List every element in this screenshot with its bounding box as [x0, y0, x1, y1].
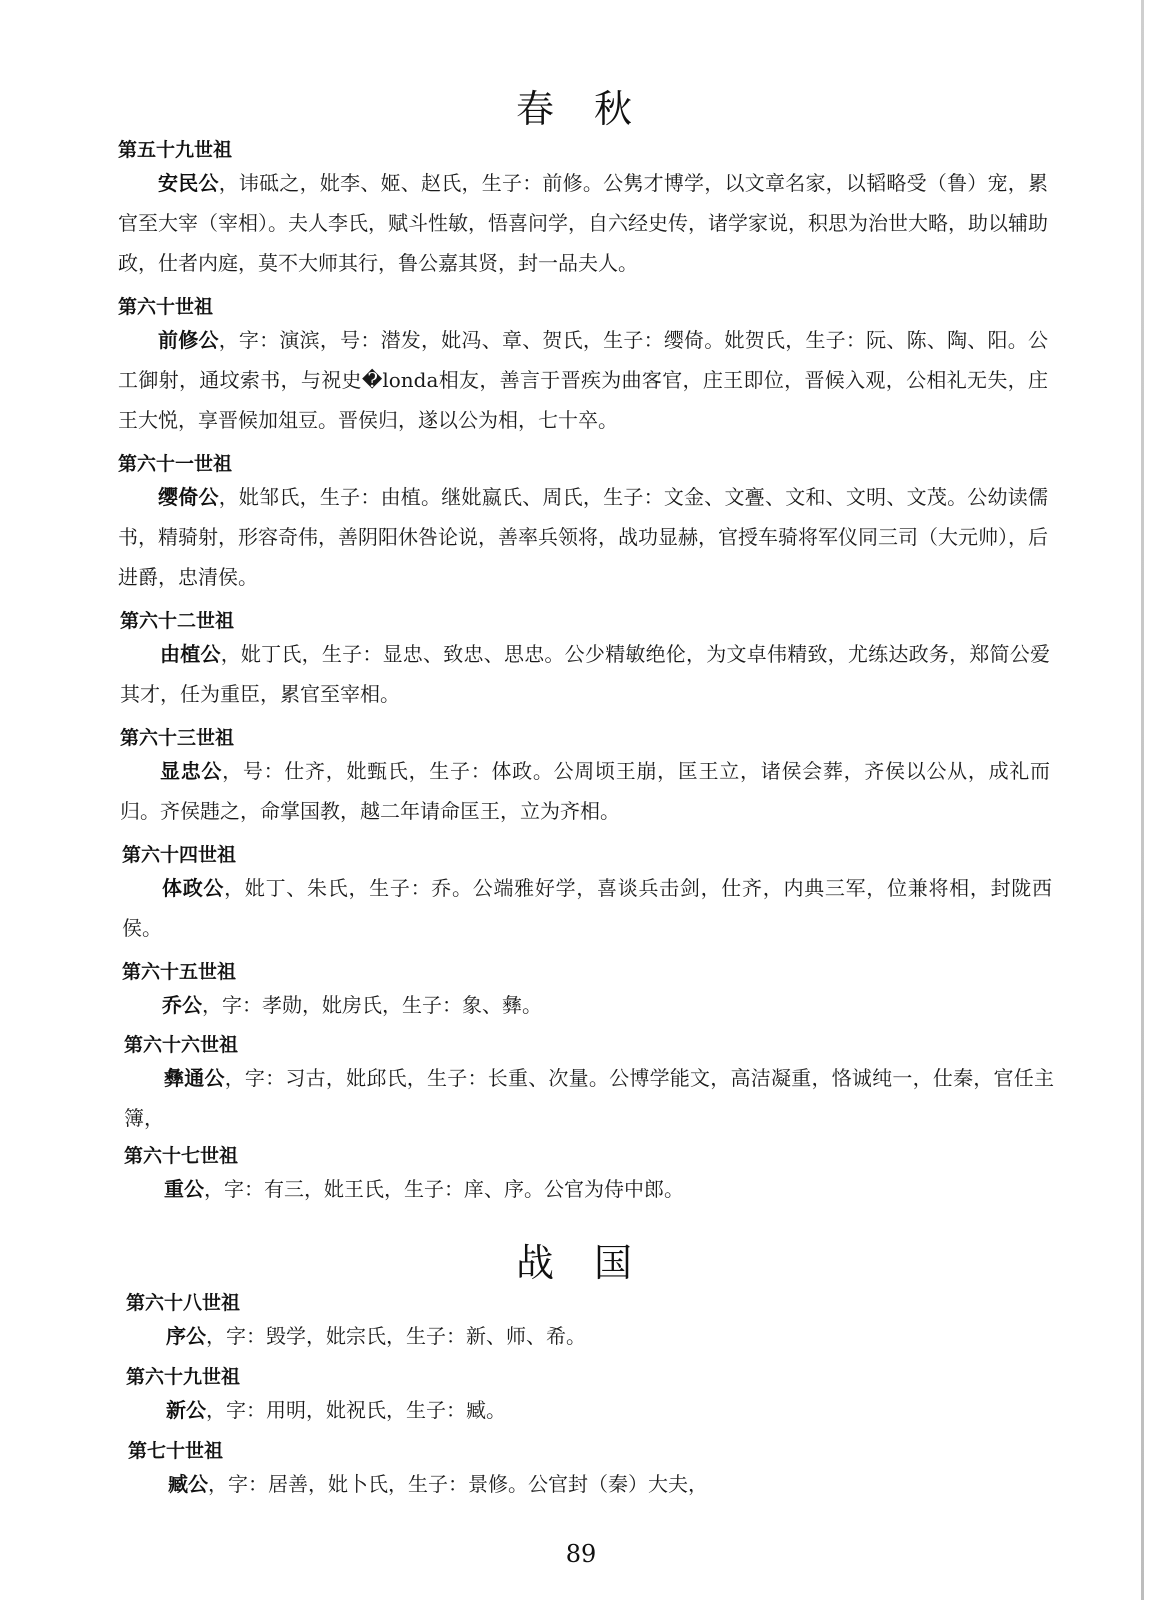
ancestor-name: 显忠公	[160, 759, 223, 783]
entry-text: ，妣丁氏，生子：显忠、致忠、思忠。公少精敏绝伦，为文卓伟精致，尤练达政务，郑简公爱其才，任为重臣，累官至宰相。	[120, 642, 1051, 706]
entry-paragraph	[128, 1464, 1058, 1504]
generation-heading: 第六十九世祖	[126, 1366, 241, 1388]
ancestor-name: 乔公	[162, 993, 202, 1017]
entry-text: ，妣邹氏，生子：由植。继妣嬴氏、周氏，生子：文金、文亹、文和、文明、文茂。公幼读儒书，精骑射，形容奇伟，善阴阳休咎论说，善率兵领将，战功显赫，官授车骑将军仪同三司（大元帅），后进爵，忠清侯。	[118, 485, 1049, 589]
generation-heading: 第七十世祖	[128, 1440, 224, 1462]
ancestor-name: 重公	[164, 1177, 204, 1201]
entry-paragraph	[126, 1390, 1056, 1430]
ancestor-name: 由植公	[160, 642, 221, 666]
entry-paragraph	[122, 985, 1052, 1025]
entry-paragraph	[118, 477, 1048, 597]
page-number: 89	[565, 1540, 597, 1568]
ancestor-name: 新公	[166, 1398, 206, 1422]
ancestor-name: 彝通公	[164, 1066, 225, 1090]
entry-paragraph	[126, 1316, 1056, 1356]
entry-paragraph	[124, 1169, 1054, 1209]
entry-paragraph	[122, 868, 1052, 948]
generation-heading: 第六十世祖	[118, 296, 214, 318]
entry-paragraph	[120, 751, 1050, 831]
ancestor-name: 安民公	[158, 171, 219, 195]
entry-text: ，字：用明，妣祝氏，生子：臧。	[206, 1398, 506, 1422]
section-title-zhanguo: 战 国	[515, 1241, 647, 1285]
entry-text: ，妣丁、朱氏，生子：乔。公端雅好学，喜谈兵击剑，仕齐，内典三军，位兼将相，封陇西侯。	[122, 876, 1053, 940]
entry-text: ，讳砥之，妣李、姬、赵氏，生子：前修。公隽才博学，以文章名家，以韬略受（鲁）宠，累官至大宰（宰相）。夫人李氏，赋斗性敏，悟喜问学，自六经史传，诸学家说，积思为治世大略，助以辅助政，仕者内庭，莫不大师其行，鲁公嘉其贤，封一品夫人。	[118, 171, 1049, 275]
entry-paragraph	[118, 163, 1048, 283]
entry-text: ，字：孝勋，妣房氏，生子：象、彝。	[202, 993, 542, 1017]
generation-heading: 第五十九世祖	[118, 139, 233, 161]
generation-heading: 第六十二世祖	[120, 610, 235, 632]
ancestor-name: 体政公	[162, 876, 225, 900]
entry-text: ，字：演滨，号：潜发，妣冯、章、贺氏，生子：缨倚。妣贺氏，生子：阮、陈、陶、阳。公工御射，通坟索书，与祝史�londa相友，善言于晋疾为曲客官，庄王即位，晋候入观，公相礼无失，庄王大悦，享晋候加俎豆。晋侯归，遂以公为相，七十卒。	[118, 328, 1049, 432]
generation-heading: 第六十六世祖	[124, 1034, 239, 1056]
generation-heading: 第六十七世祖	[124, 1145, 239, 1167]
section-title-chunqiu: 春 秋	[515, 87, 647, 131]
ancestor-name: 前修公	[158, 328, 219, 352]
generation-heading: 第六十八世祖	[126, 1292, 241, 1314]
ancestor-name: 臧公	[168, 1472, 208, 1496]
ancestor-name: 序公	[166, 1324, 206, 1348]
ancestor-name: 缨倚公	[158, 485, 219, 509]
entry-text: ，字：居善，妣卜氏，生子：景修。公官封（秦）大夫，	[208, 1472, 708, 1496]
entry-text: ，字：毁学，妣宗氏，生子：新、师、希。	[206, 1324, 586, 1348]
generation-heading: 第六十一世祖	[118, 453, 233, 475]
entry-text: ，号：仕齐，妣甄氏，生子：体政。公周顷王崩，匡王立，诸侯会葬，齐侯以公从，成礼而归。齐侯韪之，命掌国教，越二年请命匡王，立为齐相。	[120, 759, 1051, 823]
generation-heading: 第六十五世祖	[122, 961, 237, 983]
entry-text: ，字：习古，妣邱氏，生子：长重、次量。公博学能文，高洁凝重，恪诚纯一，仕秦，官任主簿，	[124, 1066, 1055, 1130]
entry-paragraph	[118, 320, 1048, 440]
entry-paragraph	[124, 1058, 1054, 1138]
generation-heading: 第六十四世祖	[122, 844, 237, 866]
generation-heading: 第六十三世祖	[120, 727, 235, 749]
entry-paragraph	[120, 634, 1050, 714]
entry-text: ，字：有三，妣王氏，生子：庠、序。公官为侍中郎。	[204, 1177, 684, 1201]
